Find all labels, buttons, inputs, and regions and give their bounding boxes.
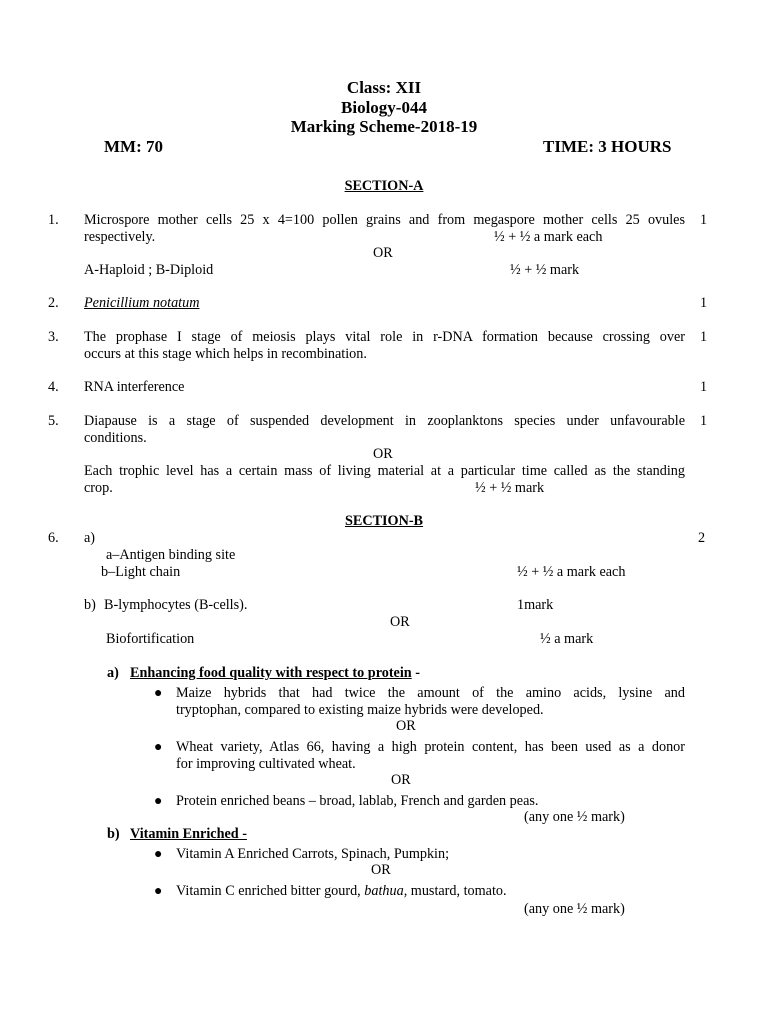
sub-b-label: b)	[107, 826, 120, 842]
q2-marks: 1	[700, 295, 708, 311]
q6-alt-mark: ½ a mark	[540, 631, 594, 647]
q1-number: 1.	[48, 212, 59, 228]
max-marks: MM: 70	[104, 137, 164, 156]
sub-a-mark: (any one ½ mark)	[524, 809, 625, 825]
bullet-icon: ●	[154, 794, 163, 809]
sub-a-item1-line2: tryptophan, compared to existing maize hybrids were developed.	[176, 702, 544, 718]
q6-or: OR	[390, 614, 410, 630]
q1-alt-answer: A-Haploid ; B-Diploid	[84, 262, 214, 278]
section-a-title: SECTION-A	[344, 178, 424, 194]
q5-alt-mark: ½ + ½ mark	[475, 480, 545, 496]
q6-a-mark: ½ + ½ a mark each	[517, 564, 626, 580]
sub-a-dash: -	[411, 665, 420, 681]
sub-b-mark: (any one ½ mark)	[524, 901, 625, 917]
q4-marks: 1	[700, 379, 708, 395]
sub-b-item2-pre: Vitamin C enriched bitter gourd,	[176, 883, 365, 899]
q6-a-answer2: b–Light chain	[101, 564, 181, 580]
bullet-icon: ●	[154, 884, 163, 899]
q3-line1: The prophase I stage of meiosis plays vital role in r-DNA formation because crossing over	[84, 329, 685, 345]
q6-b-answer: B-lymphocytes (B-cells).	[104, 597, 248, 613]
bullet-icon: ●	[154, 847, 163, 862]
q4-answer: RNA interference	[84, 379, 185, 395]
bullet-icon: ●	[154, 740, 163, 755]
q6-alt-answer: Biofortification	[106, 631, 195, 647]
subject-heading: Biology-044	[341, 98, 427, 117]
sub-a-item2-line1: Wheat variety, Atlas 66, having a high protein content, has been used as a donor	[176, 739, 685, 755]
sub-b-title: Vitamin Enriched -	[130, 826, 247, 842]
sub-b-item2-italic: bathua	[364, 883, 404, 899]
q3-line2: occurs at this stage which helps in recombination.	[84, 346, 367, 362]
q5-alt-line1: Each trophic level has a certain mass of living material at a particular time called as the standing	[84, 463, 685, 479]
q6-part-b-label: b)	[84, 597, 96, 613]
bullet-icon: ●	[154, 686, 163, 701]
sub-a-or-2: OR	[391, 772, 411, 788]
sub-a-item2-line2: for improving cultivated wheat.	[176, 756, 356, 772]
q1-marks: 1	[700, 212, 708, 228]
sub-b-or: OR	[371, 862, 391, 878]
q3-marks: 1	[700, 329, 708, 345]
q2-answer: Penicillium notatum	[84, 295, 200, 311]
time-limit: TIME: 3 HOURS	[543, 137, 672, 156]
q5-number: 5.	[48, 413, 59, 429]
q6-number: 6.	[48, 530, 59, 546]
sub-a-heading	[130, 665, 420, 682]
q4-number: 4.	[48, 379, 59, 395]
q5-or: OR	[373, 446, 393, 462]
marking-scheme-heading: Marking Scheme-2018-19	[290, 117, 478, 136]
q6-part-a-label: a)	[84, 530, 96, 546]
q1-line1: Microspore mother cells 25 x 4=100 pollen grains and from megaspore mother cells 25 ovules	[84, 212, 685, 228]
class-heading: Class: XII	[346, 78, 422, 97]
sub-a-item3-line1: Protein enriched beans – broad, lablab, French and garden peas.	[176, 793, 539, 809]
q1-line2: respectively.	[84, 229, 156, 245]
sub-a-label: a)	[107, 665, 119, 681]
q5-line1: Diapause is a stage of suspended development in zooplanktons species under unfavourable	[84, 413, 685, 429]
sub-a-title: Enhancing food quality with respect to protein	[130, 665, 412, 681]
q5-alt-line2: crop.	[84, 480, 113, 496]
q2-number: 2.	[48, 295, 59, 311]
q1-or: OR	[373, 245, 393, 261]
sub-a-item1-line1: Maize hybrids that had twice the amount of the amino acids, lysine and	[176, 685, 685, 701]
q5-marks: 1	[700, 413, 708, 429]
q5-line2: conditions.	[84, 430, 147, 446]
sub-a-or-1: OR	[396, 718, 416, 734]
sub-b-item1: Vitamin A Enriched Carrots, Spinach, Pumpkin;	[176, 846, 450, 862]
q1-mark-note: ½ + ½ a mark each	[494, 229, 603, 245]
q6-a-answer1: a–Antigen binding site	[106, 547, 236, 563]
q6-b-mark: 1mark	[517, 597, 554, 613]
q3-number: 3.	[48, 329, 59, 345]
q1-alt-mark: ½ + ½ mark	[510, 262, 580, 278]
sub-b-item2-post: , mustard, tomato.	[403, 883, 507, 899]
sub-b-item2	[176, 883, 507, 900]
q6-marks: 2	[698, 530, 706, 546]
section-b-title: SECTION-B	[344, 513, 424, 529]
